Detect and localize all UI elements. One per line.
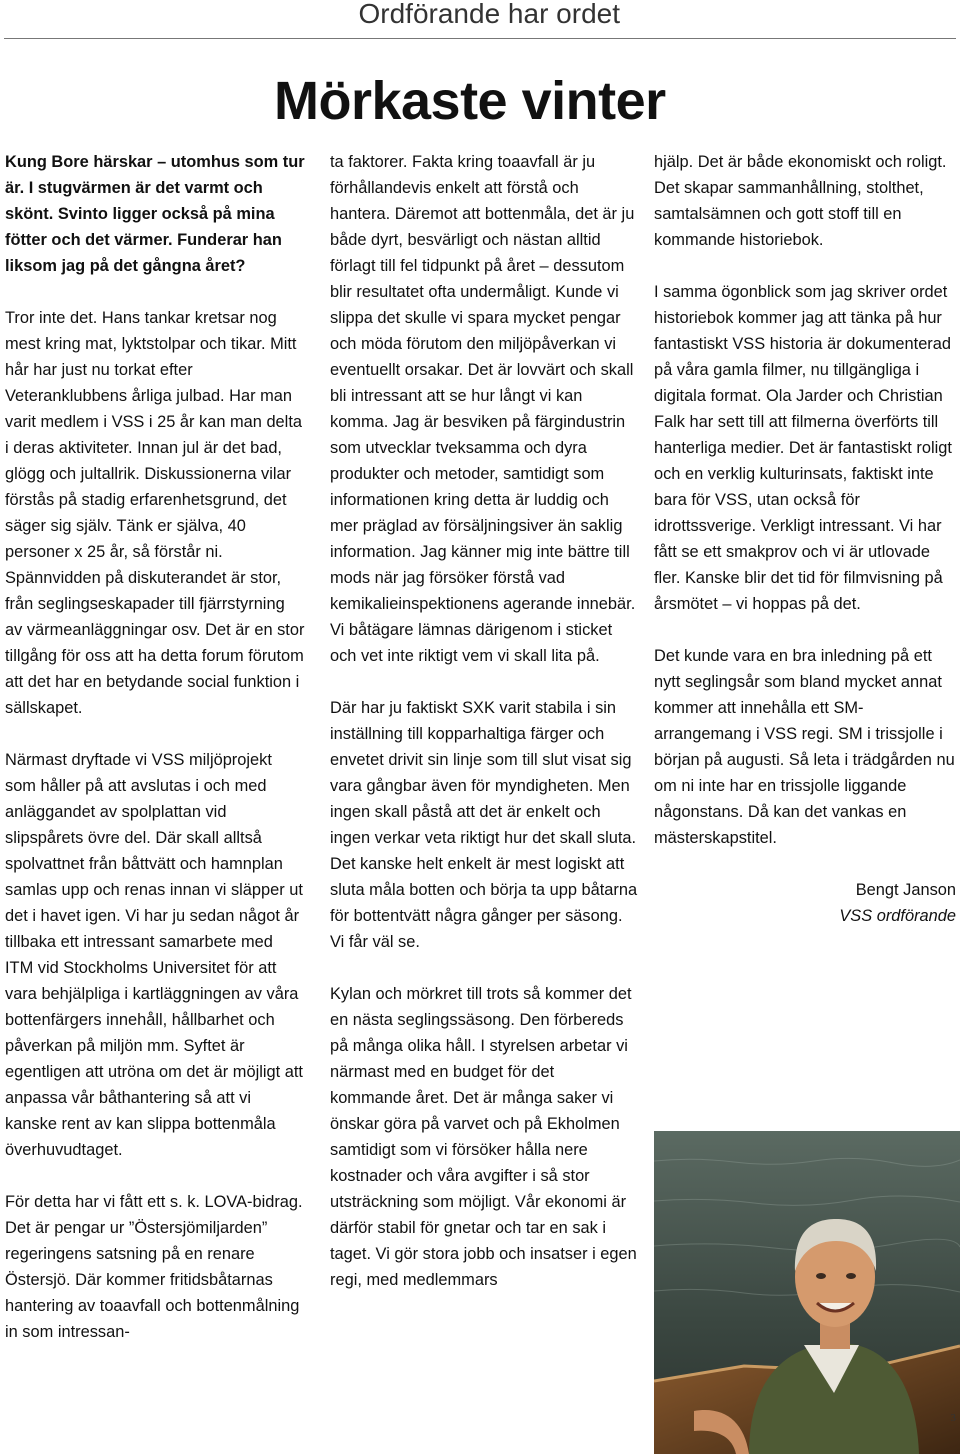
signature-role: VSS ordförande (839, 907, 956, 925)
article-column-3 (654, 149, 960, 929)
portrait-photo-illustration (654, 1131, 960, 1454)
body-paragraph: För detta har vi fått ett s. k. LOVA-bidrag. Det är pengar ur ”Östersjömiljarden” regeringens satsning på en renare Östersjö. Där kommer fritidsbåtarnas hantering av toaavfall och bottenmålning in som intressan- (5, 1193, 303, 1341)
body-paragraph: Kylan och mörkret till trots så kommer det en nästa seglingssäsong. Den förbereds på många olika håll. I styrelsen arbetar vi närmast med en budget för det kommande året. Det är många saker vi önskar göra på varvet och på Ekholmen samtidigt som vi försöker hålla nere kostnader och våra avgifter i så stor utsträckning som möjligt. Vår ekonomi är därför stabil för gnetar och tar en sak i taget. Vi gör stora jobb och insatser i egen regi, med medlemmars (330, 985, 637, 1289)
body-paragraph: I samma ögonblick som jag skriver ordet historiebok kommer jag att tänka på hur fantastiskt VSS historia är dokumenterad på våra gamla filmer, nu tillgängliga i digitala format. Ola Jarder och Christian Falk har sett till att filmerna överförts till hanterliga medier. Det är fantastiskt roligt och en verklig kulturinsats, faktiskt inte bara för VSS, utan också för idrottssverige. Verkligt intressant. Vi har fått se ett smakprov och vi är utlovade fler. Kanske blir det tid för filmvisning på årsmötet – vi hoppas på det. (654, 283, 952, 613)
signature-name: Bengt Janson (855, 881, 956, 899)
article-column-2 (330, 149, 638, 1293)
body-paragraph: ta faktorer. Fakta kring toaavfall är ju förhållandevis enkelt att förstå och hantera. Däremot att bottenmåla, det är ju både dyrt, besvärligt och nästan alltid förlagt till fel tidpunkt på året – dessutom blir resultatet ofta undermåligt. Kunde vi slippa det skulle vi spara mycket pengar och möda förutom den miljöpåverkan vi eventuellt orsakar. Det är lovvärt och skall bli intressant att se hur långt vi kan komma. Jag är besviken på färgindustrin som utvecklar tveksamma och dyra produkter och metoder, samtidigt som informationen kring detta är luddig och mer präglad av försäljningsiver än saklig information. Jag känner mig inte bättre till mods när jag försöker förstå vad kemikalieinspektionens agerande innebär. Vi båtägare lämnas därigenom i sticket och vet inte riktigt vem vi skall lita på. (330, 153, 636, 665)
body-paragraph: Tror inte det. Hans tankar kretsar nog mest kring mat, lyktstolpar och tikar. Mitt hår har just nu torkat efter Veteranklubbens årliga julbad. Har man varit medlem i VSS i 25 år kan man delta i deras aktiviteter. Innan jul är det bad, glögg och jultallrik. Diskussionerna vilar förstås på stadig erfarenhetsgrund, det säger sig själv. Tänk er själva, 40 personer x 25 år, så förstår ni. Spännvidden på diskuterandet är stor, från seglingseskapader till fjärrstyrning av värmeanläggningar osv. Det är en stor tillgång för oss att ha detta forum förutom att det har en betydande social funktion i sällskapet. (5, 309, 305, 717)
header-rule (4, 38, 956, 39)
article-headline: Mörkaste vinter (274, 71, 666, 131)
body-paragraph: Det kunde vara en bra inledning på ett nytt seglingsår som bland mycket annat kommer att innehålla ett SM-arrangemang i VSS regi. SM i trissjolle i början på augusti. Så leta i trädgården nu om ni inte har en trissjolle liggande någonstans. Då kan det vankas en mästerskapstitel. (654, 647, 955, 847)
article-column-1 (5, 149, 305, 1345)
body-paragraph: hjälp. Det är både ekonomiskt och roligt. Det skapar sammanhållning, stolthet, samtalsämnen och gott stoff till en kommande historiebok. (654, 153, 947, 249)
section-title: Ordförande har ordet (358, 0, 620, 29)
page-number: 3 (950, 1412, 956, 1424)
body-paragraph: Där har ju faktiskt SXK varit stabila i sin inställning till kopparhaltiga färger och envetet drivit sin linje som till slut visat sig vara gångbar även för myndigheten. Men ingen skall påstå att det är enkelt och ingen verkar veta riktigt hur det skall sluta. Det kanske helt enkelt är mest logiskt att sluta måla botten och börja ta upp båtarna för bottentvätt några gånger per säsong. Vi får väl se. (330, 699, 638, 951)
lead-paragraph: Kung Bore härskar – utomhus som tur är. I stugvärmen är det varmt och skönt. Svinto ligger också på mina fötter och det värmer. Funderar han liksom jag på det gångna året? (5, 153, 305, 275)
portrait-photo (654, 1131, 960, 1454)
signature (654, 877, 960, 929)
body-paragraph: Närmast dryftade vi VSS miljöprojekt som håller på att avslutas i och med anläggandet av spolplattan vid slipspårets övre del. Där skall alltså spolvattnet från båttvätt och hamnplan samlas upp och renas innan vi släpper ut det i havet igen. Vi har ju sedan något år tillbaka ett intressant samarbete med ITM vid Stockholms Universitet för att vara behjälpliga i kartläggningen av våra bottenfärgers innehåll, hållbarhet och påverkan på miljön mm. Syftet är egentligen att utröna om det är möjligt att anpassa vår båthantering så att vi kanske rent av kan slippa bottenmåla överhuvudtaget. (5, 751, 303, 1159)
